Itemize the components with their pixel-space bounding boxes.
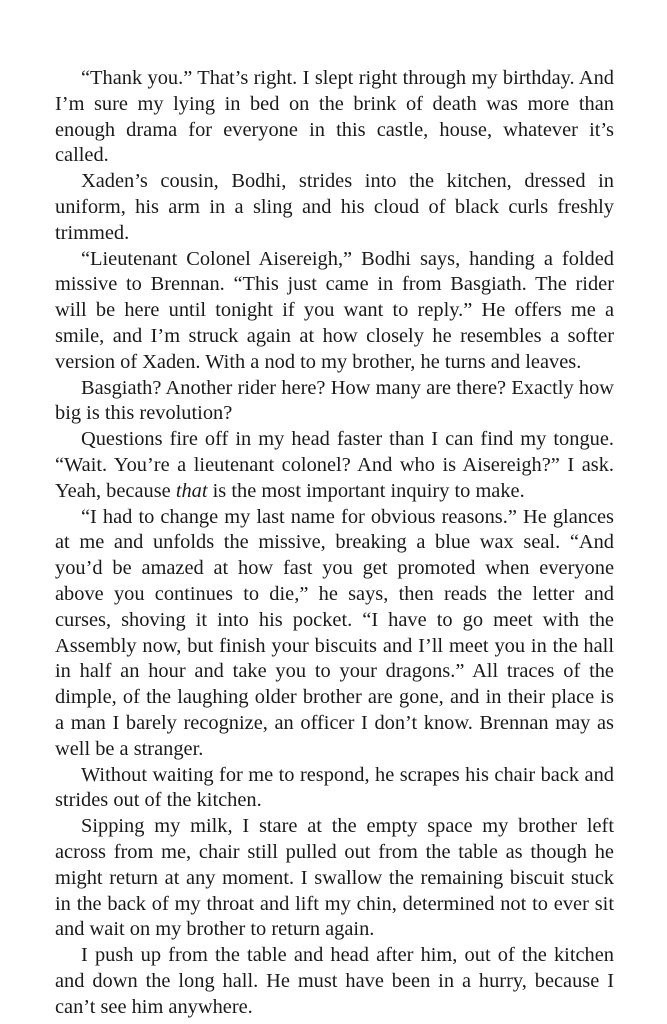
paragraph-push-up: I push up from the table and head after him, out of the kitchen and down the long hall. He must have been in a hurry, because I can’t see him anywhere. [55, 944, 614, 1018]
paragraph-leaves: Without waiting for me to respond, he scrapes his chair back and strides out of the kitchen. [55, 763, 614, 812]
text-segment: Questions fire off in my head faster than I can find my tongue. “Wait. You’re a lieutenant colonel? And who is Aisereigh?” I ask. Yeah, because [55, 428, 614, 502]
book-page [55, 66, 614, 1020]
paragraph-thank-you: “Thank you.” That’s right. I slept right through my birthday. And I’m sure my lying in bed on the brink of death was more than enough drama for everyone in this castle, house, whatever it’s called. [55, 67, 614, 167]
paragraph-lieutenant-colonel [55, 427, 614, 504]
text-segment: is the most important inquiry to make. [207, 479, 525, 502]
paragraph-bodhi-enters: Xaden’s cousin, Bodhi, strides into the kitchen, dressed in uniform, his arm in a sling and his cloud of black curls freshly trimmed. [55, 170, 614, 244]
paragraph-questions: Basgiath? Another rider here? How many are there? Exactly how big is this revolution? [55, 376, 614, 425]
emphasis-text: that [175, 479, 208, 502]
paragraph-missive: “Lieutenant Colonel Aisereigh,” Bodhi says, handing a folded missive to Brennan. “This just came in from Basgiath. The rider will be here until tonight if you want to reply.” He offers me a smile, and I’m struck again at how closely he resembles a softer version of Xaden. With a nod to my brother, he turns and leaves. [55, 247, 614, 373]
paragraph-sipping-milk: Sipping my milk, I stare at the empty space my brother left across from me, chair still pulled out from the table as though he might return at any moment. I swallow the remaining biscuit stuck in the back of my throat and lift my chin, determined not to ever sit and wait on my brother to return again. [55, 815, 614, 941]
paragraph-last-name: “I had to change my last name for obvious reasons.” He glances at me and unfolds the missive, breaking a blue wax seal. “And you’d be amazed at how fast you get promoted when everyone above you continues to die,” he says, then reads the letter and curses, shoving it into his pocket. “I have to go meet with the Assembly now, but finish your biscuits and I’ll meet you in the hall in half an hour and take you to your dragons.” All traces of the dimple, of the laughing older brother are gone, and in their place is a man I barely recognize, an officer I don’t know. Brennan may as well be a stranger. [55, 505, 614, 760]
